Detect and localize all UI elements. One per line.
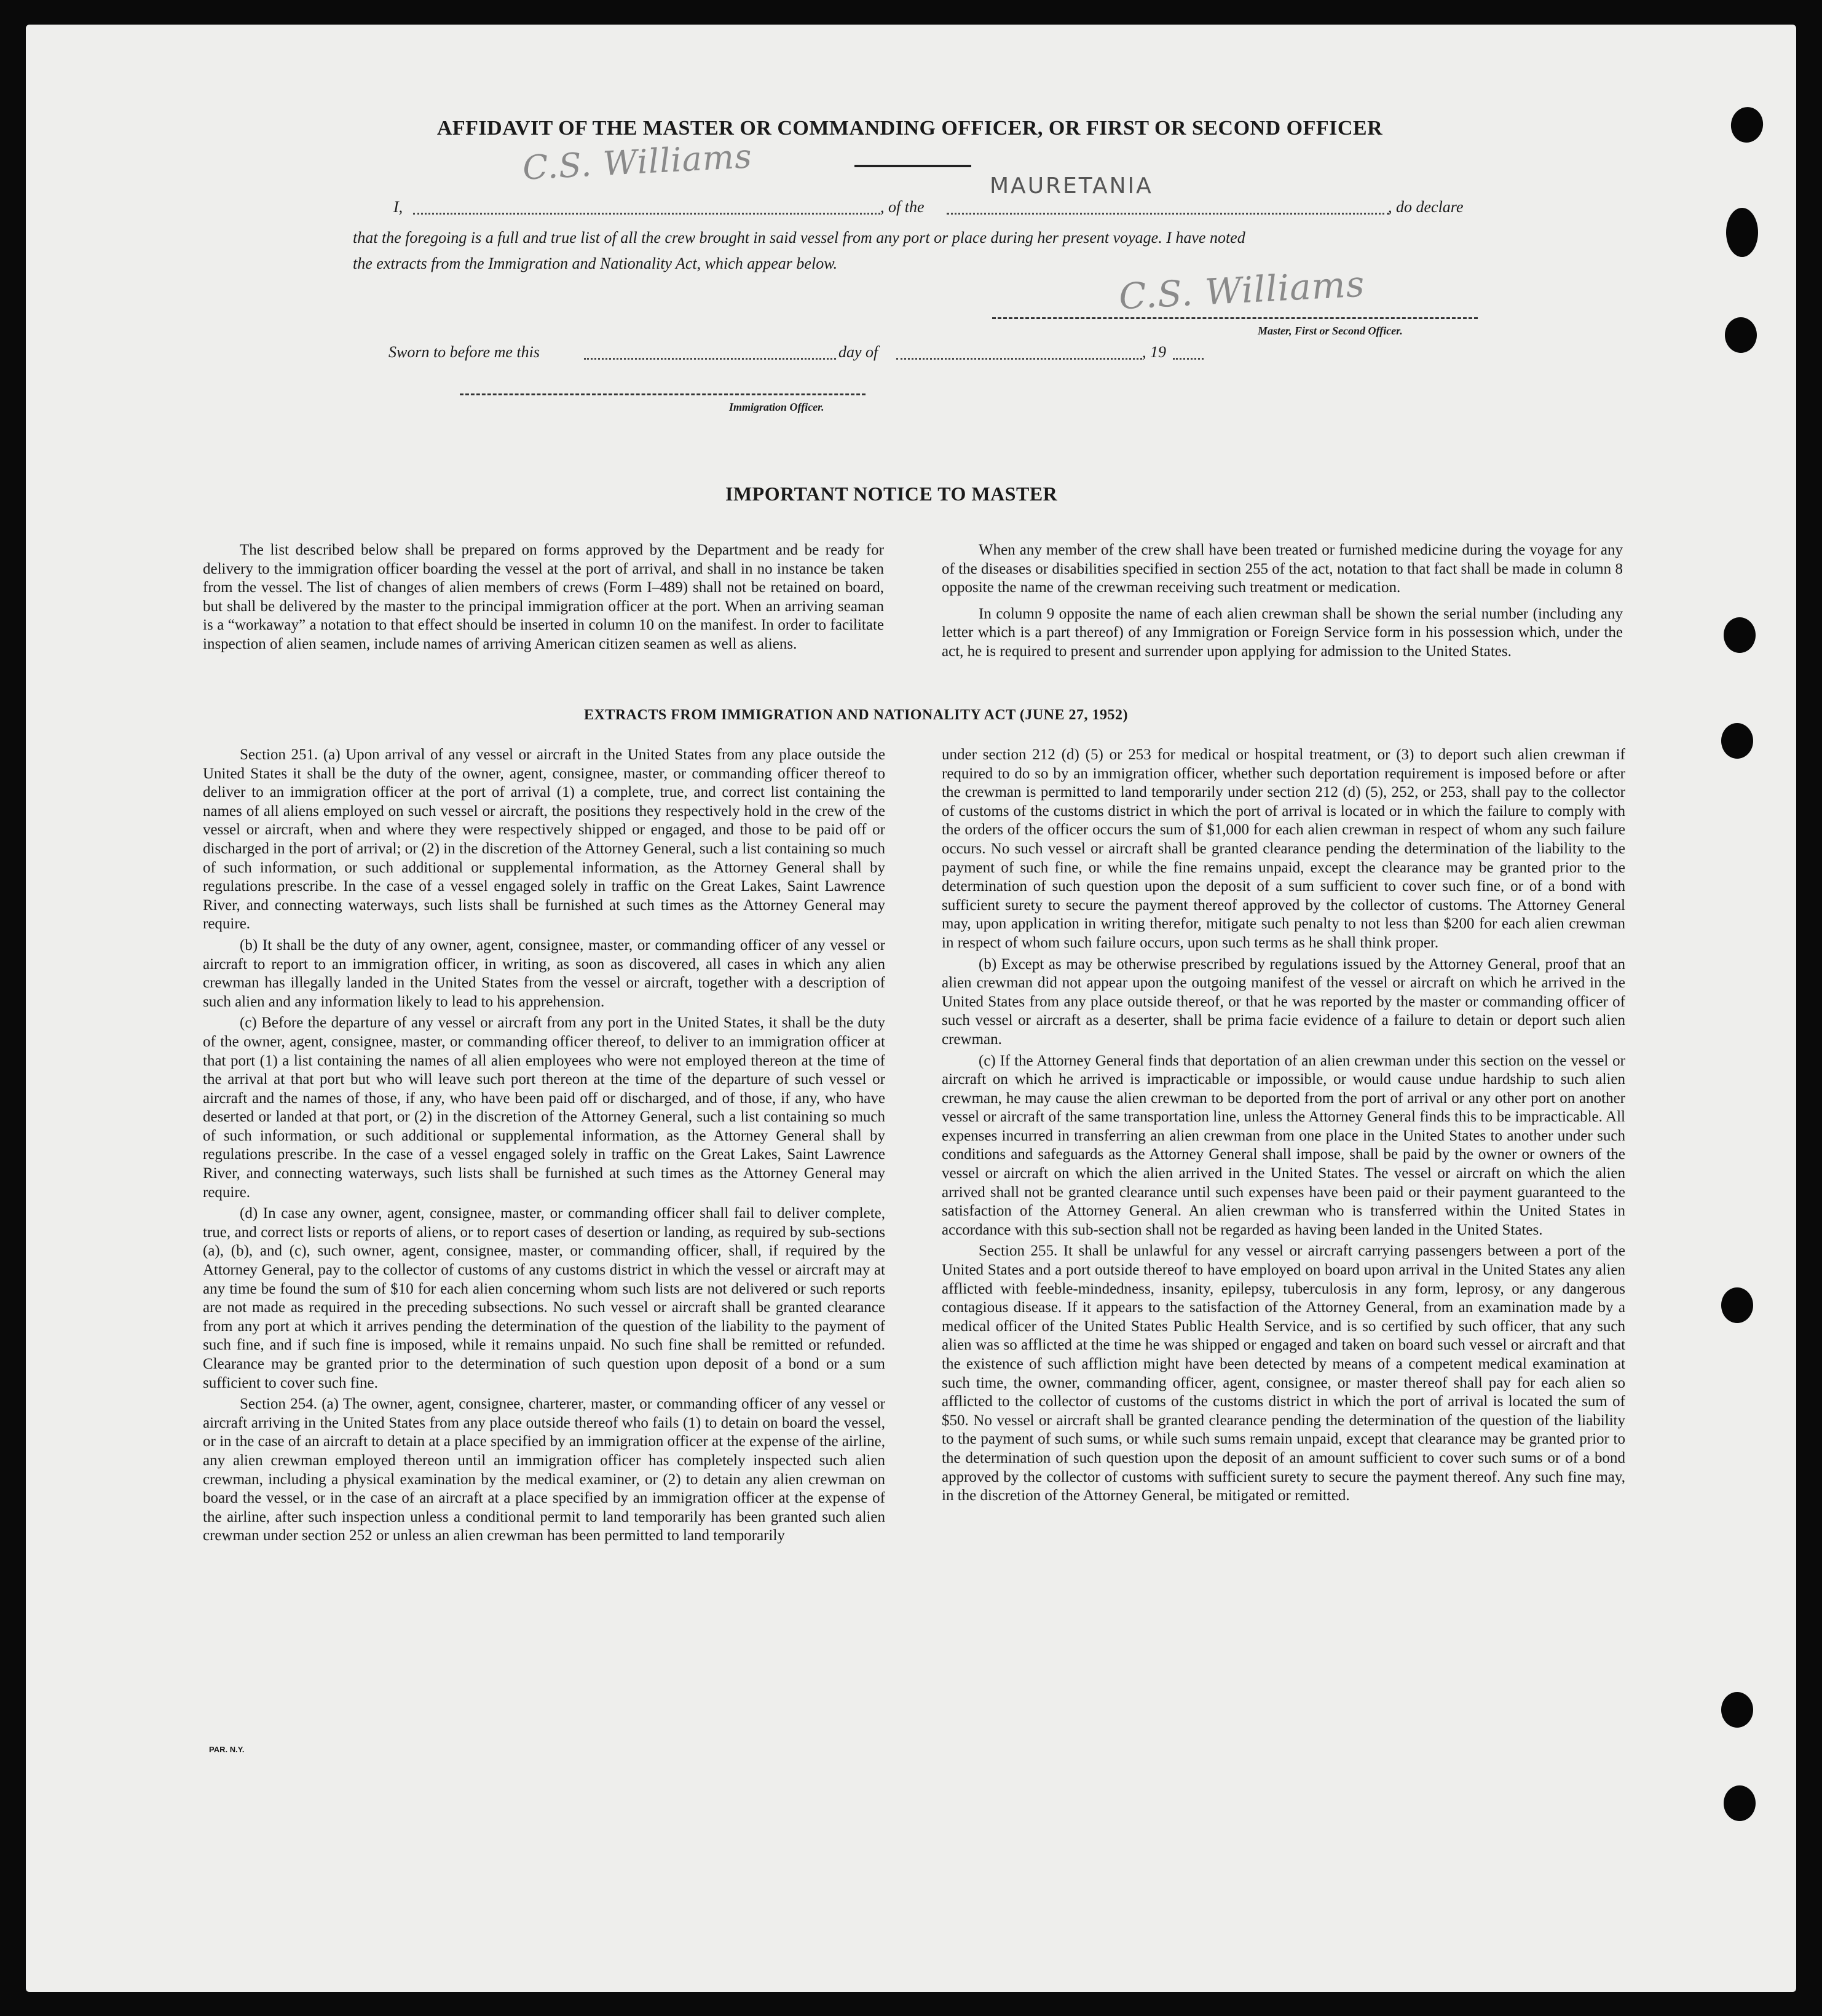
affidavit-title: AFFIDAVIT OF THE MASTER OR COMMANDING OFFICER, OR FIRST OR SECOND OFFICER [436, 117, 1383, 140]
sworn-month-line [896, 358, 1142, 360]
signer-handwritten-name: C.S. Williams [521, 136, 754, 188]
extract-paragraph: (c) If the Attorney General finds that deportation of an alien crewman under this section on the vessel or aircraft on which he arrived is impracticable or impossible, or would cause undue hardship to such alien crewman, he may cause the alien crewman to be deported from the port of arrival or any other port on another vessel or aircraft of the same transportation line, unless the Attorney General finds this to be impracticable. All expenses incurred in transferring an alien crewman from one place in the United States to another under such conditions and safeguards as the Attorney General shall impose, shall be paid by the owner or owners of the vessel or aircraft on which the alien arrived in the United States. The vessel or aircraft on which the alien arrived shall not be granted clearance until such expenses have been paid or their payment guaranteed to the satisfaction of the Attorney General. An alien crewman who is transferred within the United States in accordance with this sub-section shall not be regarded as having been landed in the United States. [942, 1052, 1625, 1238]
punch-hole [1724, 1785, 1756, 1821]
extracts-left-column [203, 746, 885, 1548]
sworn-year: , 19 [1142, 343, 1166, 361]
vessel-line [947, 213, 1389, 215]
extract-paragraph: (c) Before the departure of any vessel or aircraft from any port in the United States, it shall be the duty of the owner, agent, consignee, master, or commanding officer thereof, to deliver to an immigration officer at that port (1) a list containing the names of all alien employees who were not employed thereon at the time of the arrival at that port but who will leave such port thereon at the time of the departure of such vessel or aircraft and the names of those, if any, who have been paid off or discharged, and of those, if any, who have deserted or landed at that port, or (2) in the discretion of the Attorney General, such a list containing so much of such information, or such additional or supplemental information, as the Attorney General shall by regulations prescribe. In the case of a vessel engaged solely in traffic on the Great Lakes, Saint Lawrence River, and connecting waterways, such lists shall be furnished at such times as the Attorney General may require. [203, 1014, 885, 1201]
declaration-of-the: , of the [880, 198, 925, 216]
master-caption: Master, First or Second Officer. [1258, 325, 1403, 337]
punch-hole [1726, 208, 1758, 257]
sworn-text: Sworn to before me this [388, 343, 540, 361]
extract-paragraph: Section 254. (a) The owner, agent, consignee, charterer, master, or commanding officer of any vessel or aircraft arriving in the United States from any place outside thereof who fails (1) to detain on board the vessel, or in the case of an aircraft to detain at a place specified by an immigration officer at the expense of the airline, any alien crewman employed thereon until an immigration officer has completely inspected such alien crewman, including a physical examination by the medical examiner, or (2) to detain any alien crewman on board the vessel, or in the case of an aircraft at a place specified by an immigration officer at the expense of the airline, after such inspection unless a conditional permit to land temporarily has been granted such alien crewman under section 252 or unless an alien crewman has been permitted to land temporarily [203, 1396, 885, 1544]
extract-paragraph: Section 251. (a) Upon arrival of any vessel or aircraft in the United States from any place outside the United States it shall be the duty of the owner, agent, consignee, master, or commanding officer thereof to deliver to an immigration officer at the port of arrival (1) a complete, true, and correct list containing the names of all aliens employed on such vessel or aircraft, the positions they respectively hold in the crew of the vessel or aircraft, when and where they were respectively shipped or engaged, and those to be paid off or discharged in the port of arrival; or (2) in the discretion of the Attorney General, such a list containing so much of such information, or such additional or supplemental information, as the Attorney General shall by regulations prescribe. In the case of a vessel engaged solely in traffic on the Great Lakes, Saint Lawrence River, and connecting waterways, such lists shall be furnished at such times as the Attorney General may require. [203, 746, 885, 933]
notice-right-column [942, 541, 1623, 664]
sworn-day-of: day of [838, 343, 878, 361]
title-divider [854, 165, 971, 167]
extracts-right-column [942, 746, 1625, 1508]
notice-paragraph: When any member of the crew shall have been treated or furnished medicine during the voyage for any of the diseases or disabilities specified in section 255 of the act, notation to that fact shall be made in column 8 opposite the name of the crewman receiving such treatment or medication. [942, 542, 1623, 596]
master-signature-line [992, 317, 1478, 319]
immigration-officer-line [460, 393, 866, 395]
extract-paragraph: under section 212 (d) (5) or 253 for medical or hospital treatment, or (3) to deport such alien crewman if required to do so by an immigration officer, whether such deportation requirement is imposed before or after the crewman is permitted to land temporarily under section 212 (d) (5), 252, or 253, shall pay to the collector of customs of the customs district in which the port of arrival is located or in which the failure to comply with the orders of the officer occurs the sum of $1,000 for each alien crewman in respect of whom any such failure occurs. No such vessel or aircraft shall be granted clearance pending the determination of the liability to the payment of such fine, or while the fine remains unpaid, except the clearance may be granted prior to the determination of such question upon the deposit of a sum sufficient to cover such fine, or of a bond with sufficient surety to secure the payment thereof approved by the collector of customs. The Attorney General may, upon application in writing therefor, mitigate such penalty to not less than $200 for each alien crewman in respect of whom such failure occurs, upon such terms as he shall think proper. [942, 746, 1625, 951]
punch-hole [1721, 1287, 1753, 1323]
signer-line [413, 213, 880, 215]
declaration-i: I, [393, 198, 403, 216]
sworn-day-line [584, 358, 836, 360]
sworn-year-line [1173, 358, 1204, 360]
declaration-text-line3: the extracts from the Immigration and Nationality Act, which appear below. [353, 255, 838, 272]
master-signature: C.S. Williams [1118, 263, 1366, 318]
immigration-officer-caption: Immigration Officer. [729, 401, 824, 413]
printer-mark: PAR. N.Y. [209, 1745, 245, 1754]
extract-paragraph: Section 255. It shall be unlawful for any vessel or aircraft carrying passengers between a port of the United States and a port outside thereof to have employed on board upon arrival in the United States any alien afflicted with feeble-mindedness, insanity, epilepsy, tuberculosis in any form, leprosy, or any dangerous contagious disease. If it appears to the satisfaction of the Attorney General, from an examination made by a medical officer of the United States Public Health Service, and is so certified by such officer, that any such alien was so afflicted at the time he was shipped or engaged and taken on board such vessel or aircraft and that the existence of such affliction might have been detected by means of a competent medical examination at such time, the owner, commanding officer, agent, consignee, or master thereof shall pay for each alien so afflicted to the collector of customs of the customs district in which the port of arrival is located the sum of $50. No vessel or aircraft shall be granted clearance pending the determination of the question of the liability to the payment of such sums, or while such sums remain unpaid, except that clearance may be granted prior to the determination of such question upon the deposit of an amount sufficient to cover such sums or of a bond approved by the collector of customs with sufficient surety to secure the payment thereof. Any such fine may, in the discretion of the Attorney General, be mitigated or remitted. [942, 1243, 1625, 1504]
extract-paragraph: (b) Except as may be otherwise prescribed by regulations issued by the Attorney General, proof that an alien crewman did not appear upon the outgoing manifest of the vessel or aircraft on which he arrived in the United States from any place outside thereof, or that he was reported by the master or commanding officer of such vessel or aircraft as a deserter, shall be prima facie evidence of a failure to detain or deport such alien crewman. [942, 955, 1625, 1048]
punch-hole [1725, 317, 1757, 353]
notice-left-column [203, 541, 884, 657]
notice-title: IMPORTANT NOTICE TO MASTER [725, 483, 1058, 505]
declaration-text-line2: that the foregoing is a full and true list of all the crew brought in said vessel from any port or place during her present voyage. I have noted [353, 229, 1245, 247]
punch-hole [1721, 1692, 1753, 1728]
punch-hole [1721, 723, 1753, 759]
declaration-do-declare: , do declare [1388, 198, 1464, 216]
notice-paragraph: The list described below shall be prepared on forms approved by the Department and be ready for delivery to the immigration officer boarding the vessel at the port of arrival, and shall in no instance be taken from the vessel. The list of changes of alien members of crews (Form I–489) shall not be retained on board, but shall be delivered by the master to the principal immigration officer at the port. When an arriving seaman is a “workaway” a notation to that effect should be inserted in column 10 on the manifest. In order to facilitate inspection of alien seamen, include names of arriving American citizen seamen as well as aliens. [203, 542, 884, 652]
notice-paragraph: In column 9 opposite the name of each alien crewman shall be shown the serial number (including any letter which is a part thereof) of any Immigration or Foreign Service form in his possession which, under the act, he is required to present and surrender upon applying for admission to the United States. [942, 605, 1623, 660]
vessel-name: MAURETANIA [990, 173, 1153, 199]
extracts-title: EXTRACTS FROM IMMIGRATION AND NATIONALITY ACT (JUNE 27, 1952) [584, 707, 1128, 723]
extract-paragraph: (b) It shall be the duty of any owner, agent, consignee, master, or commanding officer of any vessel or aircraft to report to an immigration officer, in writing, as soon as discovered, all cases in which any alien crewman has illegally landed in the United States from the vessel or aircraft, together with a description of such alien and any information likely to lead to his apprehension. [203, 936, 885, 1010]
extract-paragraph: (d) In case any owner, agent, consignee, master, or commanding officer shall fail to deliver complete, true, and correct lists or reports of aliens, or to report cases of desertion or landing, as required by sub-sections (a), (b), and (c), such owner, agent, consignee, master, or commanding officer, shall, if required by the Attorney General, pay to the collector of customs of any customs district in which the vessel or aircraft may at any time be found the sum of $10 for each alien concerning whom such lists are not delivered or such reports are not made as required in the preceding subsections. No such vessel or aircraft shall be granted clearance from any port at which it arrives pending the determination of the question of the liability to the payment of such fine, and if such fine is imposed, while it remains unpaid. No such fine shall be remitted or refunded. Clearance may be granted prior to the determination of such question upon deposit of a bond or a sum sufficient to cover such fine. [203, 1205, 885, 1391]
punch-hole [1724, 617, 1756, 653]
